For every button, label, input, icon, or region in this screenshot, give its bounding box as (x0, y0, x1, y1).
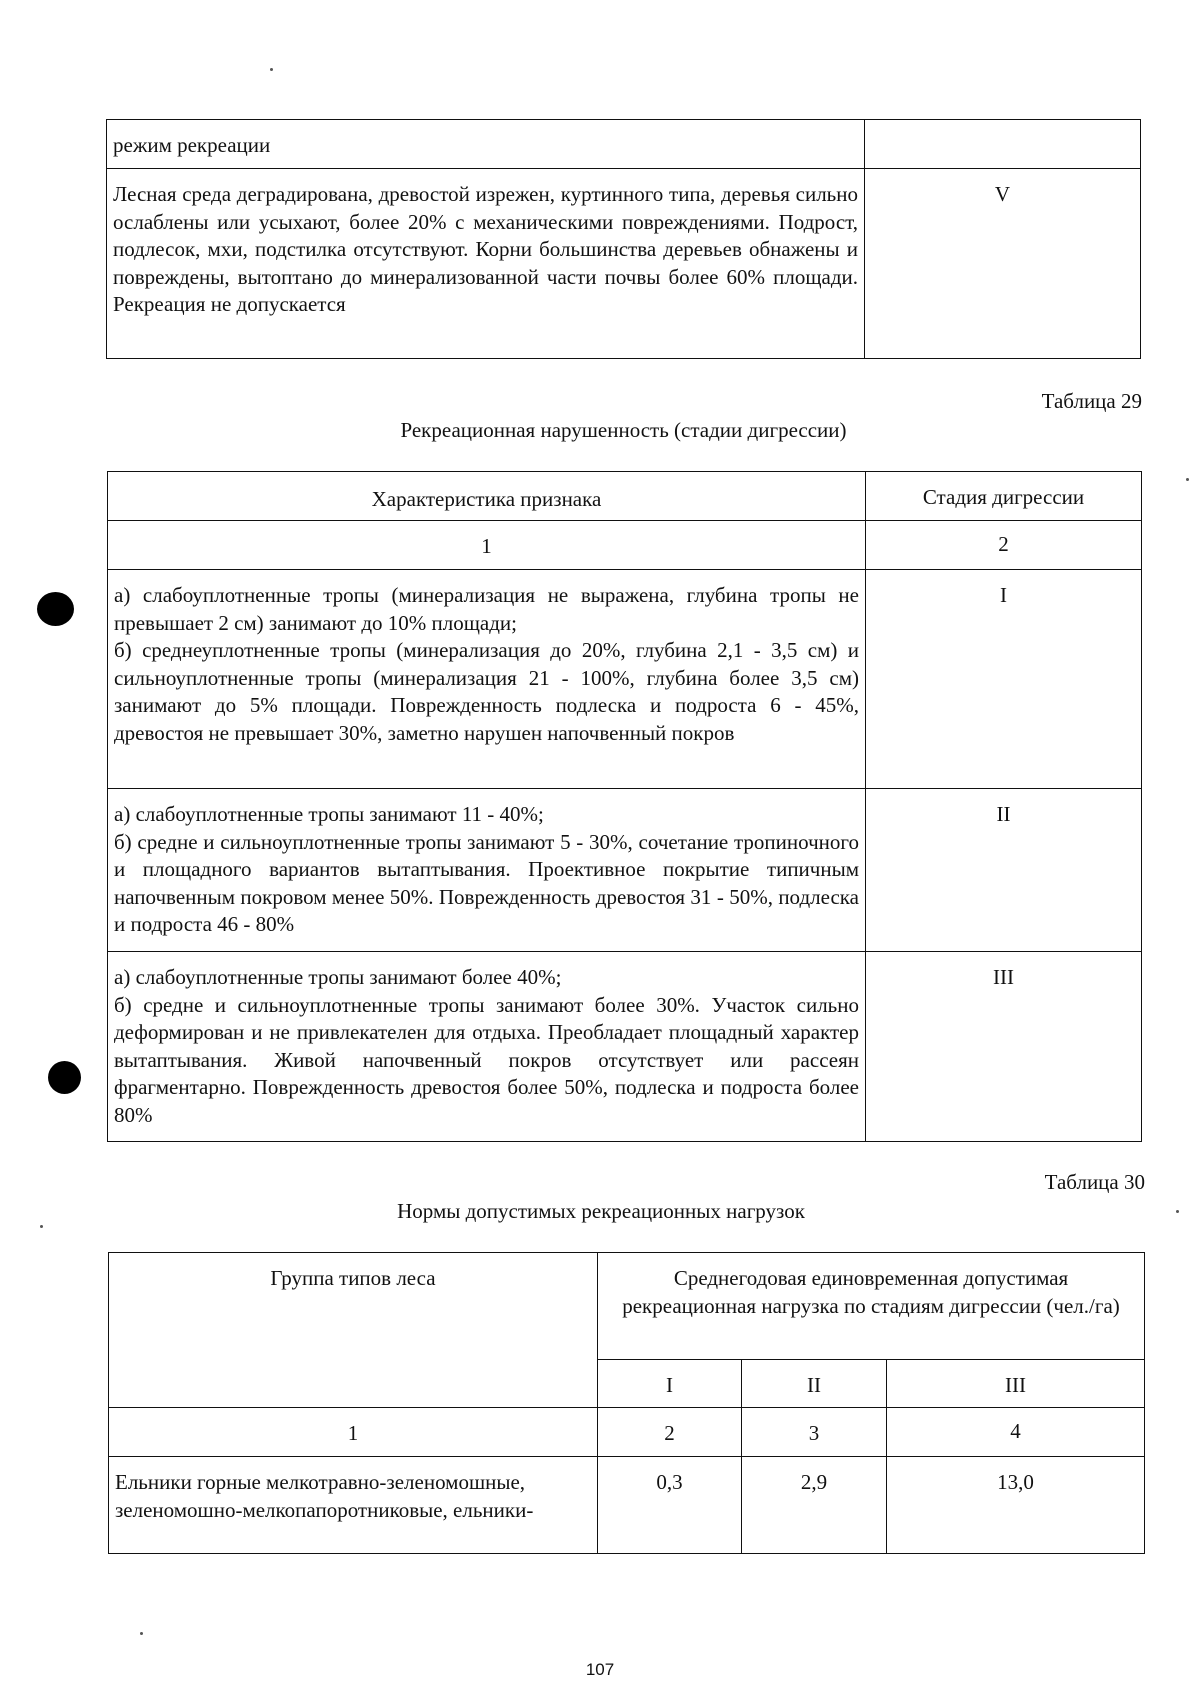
table-cell (865, 169, 1141, 359)
scan-speck (1186, 478, 1189, 481)
table-cell (742, 1408, 887, 1457)
table-row (107, 169, 1141, 359)
table-header-cell (109, 1253, 598, 1408)
scan-blot (37, 592, 74, 626)
table-header-cell (598, 1253, 1145, 1360)
load-stage-1: 0,3 (656, 1470, 683, 1494)
table-cell (109, 1457, 598, 1554)
table-header-row (108, 472, 1142, 521)
stage3-label: III (993, 965, 1014, 989)
table-row (108, 952, 1142, 1142)
table-cell (866, 570, 1142, 789)
table-29 (107, 471, 1142, 1142)
header-recreational-load: Среднегодовая единовременная допустимая рекреационная нагрузка по стадиям дигрессии (чел./га) (622, 1266, 1120, 1318)
scan-speck (270, 68, 273, 71)
table-cell (108, 570, 866, 789)
table-colnum-row (109, 1408, 1145, 1457)
table28-row2-stage: V (994, 182, 1011, 206)
table-row (107, 120, 1141, 169)
table-cell (107, 120, 865, 169)
table-cell (598, 1457, 742, 1554)
table-header-cell (598, 1360, 742, 1408)
table-header-row (109, 1253, 1145, 1360)
table-cell (108, 789, 866, 952)
table-cell (887, 1408, 1145, 1457)
page-number: 107 (585, 1660, 615, 1679)
table-header-cell (866, 472, 1142, 521)
table-colnum-row (108, 521, 1142, 570)
table-29-number: Таблица 29 (1041, 389, 1142, 413)
table-cell (866, 952, 1142, 1142)
stage2-label: II (996, 802, 1011, 826)
table-30-title: Нормы допустимых рекреационных нагрузок (397, 1199, 805, 1223)
stage3-line-a: а) слабоуплотненные тропы занимают более 40%; (114, 965, 562, 989)
table-cell (887, 1457, 1145, 1554)
table28-row1-text: режим рекреации (113, 133, 271, 157)
table-cell (109, 1408, 598, 1457)
scan-speck (140, 1632, 143, 1635)
col-number-2: 2 (664, 1421, 675, 1445)
header-characteristic: Характеристика признака (371, 487, 602, 511)
table-cell (742, 1457, 887, 1554)
table-header-cell (108, 472, 866, 521)
table28-row2-text: Лесная среда деградирована, древостой изрежен, куртинного типа, деревья сильно ослаблены или усыхают, более 20% с механическими повреждениями. Подрост, подлесок, мхи, подстилка отсутствуют. Корни большинства деревьев обнажены и повреждены, вытоптано до минерализованной части почвы более 60% площади. Рекреация не допускается (113, 182, 858, 316)
col-number-3: 3 (808, 1421, 820, 1445)
header-stage-2: II (807, 1373, 821, 1397)
forest-group-name: Ельники горные мелкотравно-зеленомошные, зеленомошно-мелкопапоротниковые, ельники- (115, 1470, 534, 1522)
col-number-1: 1 (347, 1421, 359, 1445)
table-29-title: Рекреационная нарушенность (стадии дигрессии) (400, 418, 847, 442)
table-row (108, 789, 1142, 952)
header-stage-3: III (1005, 1373, 1026, 1397)
load-stage-3: 13,0 (997, 1470, 1034, 1494)
header-stage-1: I (666, 1373, 673, 1397)
table-cell (866, 521, 1142, 570)
table-30-number: Таблица 30 (1044, 1170, 1145, 1194)
load-stage-2: 2,9 (800, 1470, 828, 1494)
table-cell (107, 169, 865, 359)
stage1-line-b: б) среднеуплотненные тропы (минерализация до 20%, глубина 2,1 - 3,5 см) и сильноуплотненные тропы (минерализация 21 - 100%, глубина более 3,5 см) занимают до 5% площади. Поврежденность подлеска и подроста 6 - 45%, древостоя не превышает 30%, заметно нарушен напочвенный покров (114, 638, 859, 745)
stage1-label: I (1000, 583, 1007, 607)
stage2-line-a: а) слабоуплотненные тропы занимают 11 - 40%; (114, 802, 544, 826)
table-30 (108, 1252, 1145, 1554)
table-row (108, 570, 1142, 789)
table-cell (108, 952, 866, 1142)
stage3-line-b: б) средне и сильноуплотненные тропы занимают более 30%. Участок сильно деформирован и не привлекателен для отдыха. Преобладает площадный характер вытаптывания. Живой напочвенный покров отсутствует или рассеян фрагментарно. Поврежденность древостоя более 50%, подлеска и подроста более 80% (114, 992, 859, 1127)
table-cell (598, 1408, 742, 1457)
stage1-line-a: а) слабоуплотненные тропы (минерализация не выражена, глубина тропы не превышает 2 см) занимают до 10% площади; (114, 583, 859, 635)
col-number-1: 1 (481, 534, 492, 558)
header-stage: Стадия дигрессии (922, 485, 1085, 509)
scan-speck (40, 1225, 43, 1228)
table-cell (865, 120, 1141, 169)
table-cell (108, 521, 866, 570)
scan-speck (1176, 1210, 1179, 1213)
table-header-cell (887, 1360, 1145, 1408)
stage2-line-b: б) средне и сильноуплотненные тропы занимают 5 - 30%, сочетание тропиночного и площадного вариантов вытаптывания. Проективное покрытие типичным напочвенным покровом менее 50%. Поврежденность древостоя 31 - 50%, подлеска и подроста 46 - 80% (114, 829, 859, 936)
table-header-cell (742, 1360, 887, 1408)
header-forest-group: Группа типов леса (270, 1266, 436, 1290)
col-number-2: 2 (998, 532, 1009, 556)
table-row (109, 1457, 1145, 1554)
scan-blot (48, 1061, 81, 1094)
col-number-4: 4 (1010, 1419, 1021, 1443)
table-cell (866, 789, 1142, 952)
table-28-continuation (106, 119, 1141, 359)
